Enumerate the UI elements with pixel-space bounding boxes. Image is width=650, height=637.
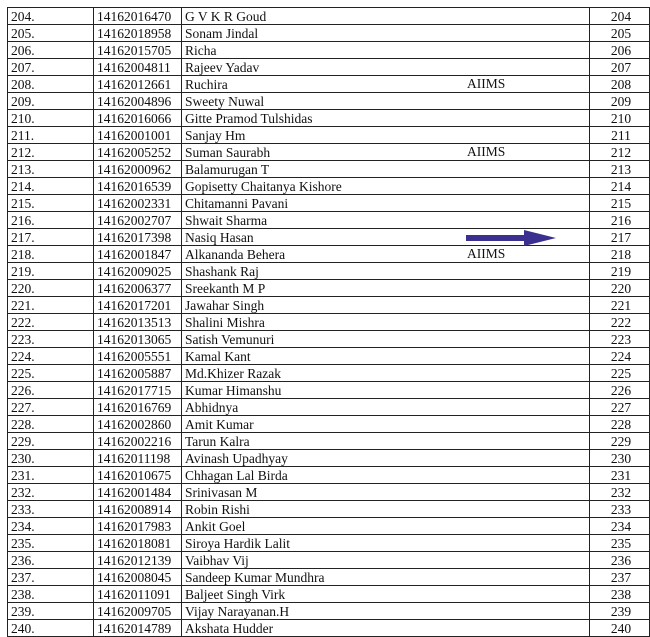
candidate-name: Sandeep Kumar Mundhra [185, 569, 325, 585]
rank-cell: 221 [590, 297, 650, 314]
candidate-name: Chhagan Lal Birda [185, 467, 288, 483]
table-row [8, 586, 650, 603]
roll-number-cell: 14162018958 [94, 25, 182, 42]
candidate-name: Sweety Nuwal [185, 93, 265, 109]
serial-number-cell: 214. [8, 178, 94, 195]
rank-cell: 236 [590, 552, 650, 569]
roll-number-cell: 14162014789 [94, 620, 182, 637]
rank-cell: 206 [590, 42, 650, 59]
candidate-name: Vaibhav Vij [185, 552, 249, 568]
serial-number-cell: 209. [8, 93, 94, 110]
candidate-name: Jawahar Singh [185, 297, 265, 313]
candidate-name-cell [182, 569, 590, 586]
table-row [8, 297, 650, 314]
serial-number-cell: 216. [8, 212, 94, 229]
roll-number-cell: 14162016769 [94, 399, 182, 416]
table-row [8, 263, 650, 280]
roll-number-cell: 14162002860 [94, 416, 182, 433]
rank-cell: 224 [590, 348, 650, 365]
rank-cell: 213 [590, 161, 650, 178]
table-row [8, 127, 650, 144]
rank-cell: 204 [590, 8, 650, 25]
candidate-name: Shalini Mishra [185, 314, 265, 330]
roll-number-cell: 14162001847 [94, 246, 182, 263]
serial-number-cell: 212. [8, 144, 94, 161]
candidate-name-cell [182, 110, 590, 127]
table-row [8, 433, 650, 450]
roll-number-cell: 14162017398 [94, 229, 182, 246]
table-row [8, 365, 650, 382]
table-row [8, 501, 650, 518]
table-row [8, 178, 650, 195]
serial-number-cell: 227. [8, 399, 94, 416]
roll-number-cell: 14162006377 [94, 280, 182, 297]
candidate-name: Richa [185, 42, 217, 58]
candidate-name: Baljeet Singh Virk [185, 586, 286, 602]
serial-number-cell: 220. [8, 280, 94, 297]
roll-number-cell: 14162002707 [94, 212, 182, 229]
rank-cell: 226 [590, 382, 650, 399]
rank-cell: 209 [590, 93, 650, 110]
candidate-name-cell [182, 297, 590, 314]
candidate-name: Gopisetty Chaitanya Kishore [185, 178, 342, 194]
candidate-name: Abhidnya [185, 399, 239, 415]
roll-number-cell: 14162001484 [94, 484, 182, 501]
table-row [8, 93, 650, 110]
candidate-name-cell [182, 263, 590, 280]
rank-cell: 212 [590, 144, 650, 161]
table-row [8, 331, 650, 348]
rank-cell: 233 [590, 501, 650, 518]
roll-number-cell: 14162009025 [94, 263, 182, 280]
table-row [8, 42, 650, 59]
candidate-name: Ruchira [185, 76, 228, 92]
rank-cell: 235 [590, 535, 650, 552]
serial-number-cell: 217. [8, 229, 94, 246]
rank-cell: 217 [590, 229, 650, 246]
rank-cell: 220 [590, 280, 650, 297]
serial-number-cell: 237. [8, 569, 94, 586]
table-row [8, 161, 650, 178]
candidate-name: Sanjay Hm [185, 127, 246, 143]
candidate-name-cell [182, 501, 590, 518]
rank-cell: 225 [590, 365, 650, 382]
roll-number-cell: 14162012139 [94, 552, 182, 569]
candidate-name-cell [182, 161, 590, 178]
serial-number-cell: 240. [8, 620, 94, 637]
table-row [8, 552, 650, 569]
roll-number-cell: 14162005252 [94, 144, 182, 161]
candidate-name-cell [182, 331, 590, 348]
roll-number-cell: 14162016539 [94, 178, 182, 195]
roll-number-cell: 14162008914 [94, 501, 182, 518]
roll-number-cell: 14162013065 [94, 331, 182, 348]
serial-number-cell: 223. [8, 331, 94, 348]
candidate-name-cell [182, 8, 590, 25]
rank-cell: 231 [590, 467, 650, 484]
serial-number-cell: 211. [8, 127, 94, 144]
serial-number-cell: 225. [8, 365, 94, 382]
table-row [8, 416, 650, 433]
roll-number-cell: 14162002331 [94, 195, 182, 212]
roll-number-cell: 14162017983 [94, 518, 182, 535]
roll-number-cell: 14162001001 [94, 127, 182, 144]
candidate-name-cell [182, 416, 590, 433]
candidate-name: Balamurugan T [185, 161, 270, 177]
right-arrow-icon [466, 230, 558, 246]
serial-number-cell: 204. [8, 8, 94, 25]
table-row [8, 382, 650, 399]
serial-number-cell: 239. [8, 603, 94, 620]
roll-number-cell: 14162012661 [94, 76, 182, 93]
candidate-name: Kumar Himanshu [185, 382, 282, 398]
candidate-name-cell [182, 144, 590, 161]
candidate-name: Robin Rishi [185, 501, 250, 517]
serial-number-cell: 206. [8, 42, 94, 59]
candidate-name-cell [182, 365, 590, 382]
candidate-name-cell [182, 518, 590, 535]
table-row [8, 212, 650, 229]
roll-number-cell: 14162018081 [94, 535, 182, 552]
roll-number-cell: 14162017715 [94, 382, 182, 399]
candidate-name-cell [182, 484, 590, 501]
roll-number-cell: 14162008045 [94, 569, 182, 586]
table-row [8, 144, 650, 161]
candidate-name: Kamal Kant [185, 348, 251, 364]
candidate-name-cell [182, 42, 590, 59]
rank-cell: 229 [590, 433, 650, 450]
rank-cell: 216 [590, 212, 650, 229]
rank-cell: 237 [590, 569, 650, 586]
rank-cell: 234 [590, 518, 650, 535]
roll-number-cell: 14162005887 [94, 365, 182, 382]
table-row [8, 603, 650, 620]
candidate-name: Sonam Jindal [185, 25, 259, 41]
serial-number-cell: 234. [8, 518, 94, 535]
candidate-name: Vijay Narayanan.H [185, 603, 290, 619]
candidate-name: Suman Saurabh [185, 144, 271, 160]
rank-cell: 238 [590, 586, 650, 603]
roll-number-cell: 14162000962 [94, 161, 182, 178]
serial-number-cell: 228. [8, 416, 94, 433]
candidate-name-cell [182, 620, 590, 637]
table-row [8, 59, 650, 76]
roll-number-cell: 14162002216 [94, 433, 182, 450]
table-row [8, 110, 650, 127]
table-row [8, 8, 650, 25]
candidate-name: Chitamanni Pavani [185, 195, 289, 211]
rank-cell: 218 [590, 246, 650, 263]
serial-number-cell: 213. [8, 161, 94, 178]
table-row [8, 535, 650, 552]
candidate-name-cell [182, 450, 590, 467]
rank-cell: 215 [590, 195, 650, 212]
rank-cell: 207 [590, 59, 650, 76]
table-row [8, 25, 650, 42]
serial-number-cell: 207. [8, 59, 94, 76]
serial-number-cell: 231. [8, 467, 94, 484]
roll-number-cell: 14162011091 [94, 586, 182, 603]
rank-cell: 227 [590, 399, 650, 416]
institute-label: AIIMS [467, 246, 506, 261]
candidate-name-cell [182, 178, 590, 195]
roll-number-cell: 14162011198 [94, 450, 182, 467]
candidate-name: Nasiq Hasan [185, 229, 254, 245]
candidate-name-cell [182, 586, 590, 603]
candidate-name-cell [182, 348, 590, 365]
roll-number-cell: 14162010675 [94, 467, 182, 484]
serial-number-cell: 236. [8, 552, 94, 569]
table-row [8, 484, 650, 501]
candidate-name-cell [182, 246, 590, 263]
candidate-name: Srinivasan M [185, 484, 258, 500]
rank-cell: 239 [590, 603, 650, 620]
candidate-name-cell [182, 314, 590, 331]
rank-cell: 205 [590, 25, 650, 42]
candidate-name-cell [182, 212, 590, 229]
serial-number-cell: 222. [8, 314, 94, 331]
serial-number-cell: 219. [8, 263, 94, 280]
candidate-name: Shashank Raj [185, 263, 259, 279]
table-row [8, 450, 650, 467]
institute-label: AIIMS [467, 144, 506, 159]
candidate-name: Akshata Hudder [185, 620, 274, 636]
candidate-name: Tarun Kalra [185, 433, 250, 449]
roll-number-cell: 14162004811 [94, 59, 182, 76]
serial-number-cell: 210. [8, 110, 94, 127]
candidate-name: Gitte Pramod Tulshidas [185, 110, 313, 126]
candidate-name-cell [182, 399, 590, 416]
rank-cell: 211 [590, 127, 650, 144]
table-row [8, 195, 650, 212]
table-row [8, 348, 650, 365]
roll-number-cell: 14162015705 [94, 42, 182, 59]
candidate-name-cell [182, 127, 590, 144]
rank-list-table [7, 7, 650, 637]
table-row [8, 76, 650, 93]
table-row [8, 620, 650, 637]
serial-number-cell: 229. [8, 433, 94, 450]
candidate-name-cell [182, 603, 590, 620]
rank-cell: 214 [590, 178, 650, 195]
institute-label: AIIMS [467, 76, 506, 91]
serial-number-cell: 224. [8, 348, 94, 365]
table-row [8, 280, 650, 297]
serial-number-cell: 205. [8, 25, 94, 42]
serial-number-cell: 235. [8, 535, 94, 552]
candidate-name-cell [182, 25, 590, 42]
candidate-name-cell [182, 467, 590, 484]
table-row [8, 399, 650, 416]
rank-cell: 222 [590, 314, 650, 331]
serial-number-cell: 230. [8, 450, 94, 467]
candidate-name-cell [182, 195, 590, 212]
roll-number-cell: 14162009705 [94, 603, 182, 620]
rank-cell: 228 [590, 416, 650, 433]
candidate-name-cell [182, 382, 590, 399]
candidate-name: Avinash Upadhyay [185, 450, 288, 466]
roll-number-cell: 14162016470 [94, 8, 182, 25]
roll-number-cell: 14162004896 [94, 93, 182, 110]
candidate-name: Siroya Hardik Lalit [185, 535, 290, 551]
candidate-name: Satish Vemunuri [185, 331, 275, 347]
candidate-name-cell [182, 76, 590, 93]
serial-number-cell: 226. [8, 382, 94, 399]
roll-number-cell: 14162005551 [94, 348, 182, 365]
rank-cell: 240 [590, 620, 650, 637]
rank-cell: 232 [590, 484, 650, 501]
roll-number-cell: 14162013513 [94, 314, 182, 331]
table-row [8, 467, 650, 484]
table-row [8, 314, 650, 331]
candidate-name-cell [182, 552, 590, 569]
candidate-name-cell [182, 59, 590, 76]
candidate-name-cell [182, 93, 590, 110]
candidate-name: Amit Kumar [185, 416, 254, 432]
rank-cell: 219 [590, 263, 650, 280]
rank-cell: 210 [590, 110, 650, 127]
candidate-name-cell [182, 535, 590, 552]
serial-number-cell: 233. [8, 501, 94, 518]
candidate-name-cell [182, 433, 590, 450]
candidate-name-cell [182, 280, 590, 297]
rank-cell: 230 [590, 450, 650, 467]
serial-number-cell: 238. [8, 586, 94, 603]
candidate-name: Alkananda Behera [185, 246, 286, 262]
serial-number-cell: 208. [8, 76, 94, 93]
table-row [8, 246, 650, 263]
candidate-name: Md.Khizer Razak [185, 365, 281, 381]
table-row [8, 569, 650, 586]
table-row [8, 518, 650, 535]
rank-cell: 223 [590, 331, 650, 348]
candidate-name: Shwait Sharma [185, 212, 268, 228]
roll-number-cell: 14162017201 [94, 297, 182, 314]
roll-number-cell: 14162016066 [94, 110, 182, 127]
rank-cell: 208 [590, 76, 650, 93]
candidate-name: Rajeev Yadav [185, 59, 260, 75]
serial-number-cell: 218. [8, 246, 94, 263]
serial-number-cell: 232. [8, 484, 94, 501]
serial-number-cell: 221. [8, 297, 94, 314]
serial-number-cell: 215. [8, 195, 94, 212]
candidate-name: G V K R Goud [185, 8, 267, 24]
rank-list-body [8, 8, 650, 637]
candidate-name: Sreekanth M P [185, 280, 266, 296]
candidate-name: Ankit Goel [185, 518, 246, 534]
